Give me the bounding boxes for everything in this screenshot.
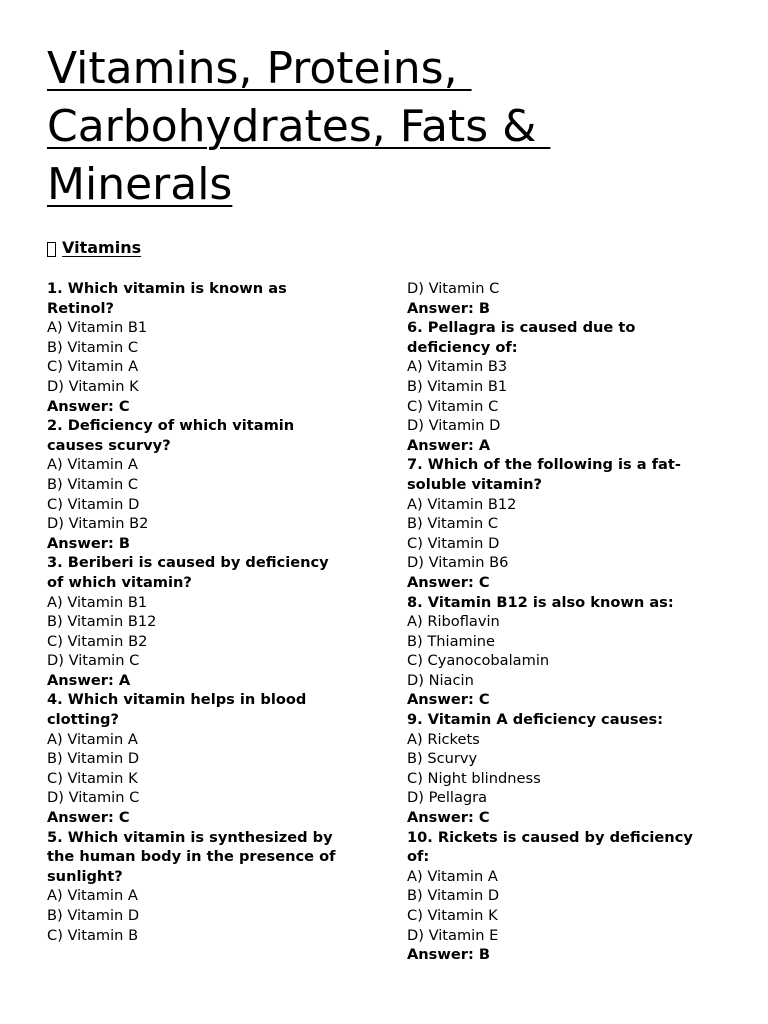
answer: Answer: A (47, 671, 131, 689)
option: A) Vitamin B1 (47, 593, 148, 611)
option: D) Vitamin B6 (407, 554, 509, 572)
option: B) Vitamin D (407, 887, 500, 905)
option: B) Vitamin C (47, 338, 139, 356)
answer: Answer: C (47, 397, 130, 415)
option: A) Vitamin B1 (47, 319, 148, 337)
answer: Answer: C (407, 809, 490, 827)
option: A) Rickets (407, 730, 480, 748)
option: D) Vitamin C (407, 280, 500, 297)
question-text: soluble vitamin? (407, 475, 542, 493)
option: D) Vitamin D (407, 417, 501, 435)
option: B) Vitamin D (47, 907, 140, 924)
option: C) Cyanocobalamin (407, 652, 550, 670)
title-line: Minerals (47, 159, 233, 210)
title-line: Carbohydrates, Fats & (47, 101, 551, 152)
section-heading (47, 236, 141, 260)
question-text: 6. Pellagra is caused due to (407, 319, 636, 337)
answer: Answer: C (407, 691, 490, 709)
option: C) Vitamin B (47, 926, 139, 944)
option: C) Vitamin D (47, 495, 140, 513)
right-column (407, 279, 727, 965)
option: C) Vitamin C (407, 397, 499, 415)
title-line: Vitamins, Proteins, (47, 43, 472, 94)
option: B) Vitamin B12 (47, 613, 157, 631)
question-text: sunlight? (47, 867, 123, 885)
option: D) Vitamin K (47, 377, 139, 395)
option: C) Vitamin K (47, 769, 138, 787)
question-text: deficiency of: (407, 338, 518, 356)
section-heading-text: Vitamins (62, 238, 142, 257)
option: C) Vitamin B2 (47, 632, 148, 650)
question-text: of: (407, 848, 430, 866)
option: A) Vitamin A (47, 456, 138, 474)
option: D) Pellagra (407, 789, 488, 807)
option: D) Vitamin E (407, 926, 499, 944)
option: C) Vitamin K (407, 907, 498, 924)
question-text: 8. Vitamin B12 is also known as: (407, 593, 674, 611)
option: A) Vitamin B3 (407, 358, 508, 376)
checkbox-glyph-icon (47, 242, 56, 257)
question-text: Retinol? (47, 299, 114, 317)
option: B) Vitamin C (407, 515, 499, 533)
option: D) Vitamin C (47, 789, 140, 807)
question-text: 5. Which vitamin is synthesized by (47, 828, 333, 846)
question-text: 3. Beriberi is caused by deficiency (47, 554, 329, 572)
question-text: 7. Which of the following is a fat- (407, 456, 681, 474)
question-text: 2. Deficiency of which vitamin (47, 417, 295, 435)
answer: Answer: B (407, 946, 490, 964)
question-text: causes scurvy? (47, 436, 171, 454)
option: A) Vitamin A (47, 887, 138, 905)
question-text: 10. Rickets is caused by deficiency (407, 828, 693, 846)
question-text: the human body in the presence of (47, 848, 336, 866)
question-text: 4. Which vitamin helps in blood (47, 691, 307, 709)
option: D) Vitamin B2 (47, 515, 149, 533)
option: D) Niacin (407, 671, 474, 689)
answer: Answer: C (47, 809, 130, 827)
option: A) Vitamin A (407, 867, 498, 885)
question-text: 9. Vitamin A deficiency causes: (407, 711, 664, 729)
page-title (47, 40, 737, 214)
option: A) Vitamin A (47, 730, 138, 748)
option: A) Riboflavin (407, 613, 500, 631)
answer: Answer: B (407, 299, 490, 317)
option: B) Vitamin B1 (407, 377, 508, 395)
left-column (47, 279, 377, 945)
question-text: clotting? (47, 711, 119, 729)
option: B) Scurvy (407, 750, 478, 768)
option: B) Vitamin C (47, 475, 139, 493)
answer: Answer: C (407, 573, 490, 591)
option: C) Night blindness (407, 769, 541, 787)
answer: Answer: A (407, 436, 491, 454)
question-text: 1. Which vitamin is known as (47, 280, 287, 297)
option: C) Vitamin D (407, 534, 500, 552)
option: B) Vitamin D (47, 750, 140, 768)
option: D) Vitamin C (47, 652, 140, 670)
answer: Answer: B (47, 534, 130, 552)
option: C) Vitamin A (47, 358, 139, 376)
option: B) Thiamine (407, 632, 496, 650)
option: A) Vitamin B12 (407, 495, 517, 513)
question-text: of which vitamin? (47, 573, 192, 591)
